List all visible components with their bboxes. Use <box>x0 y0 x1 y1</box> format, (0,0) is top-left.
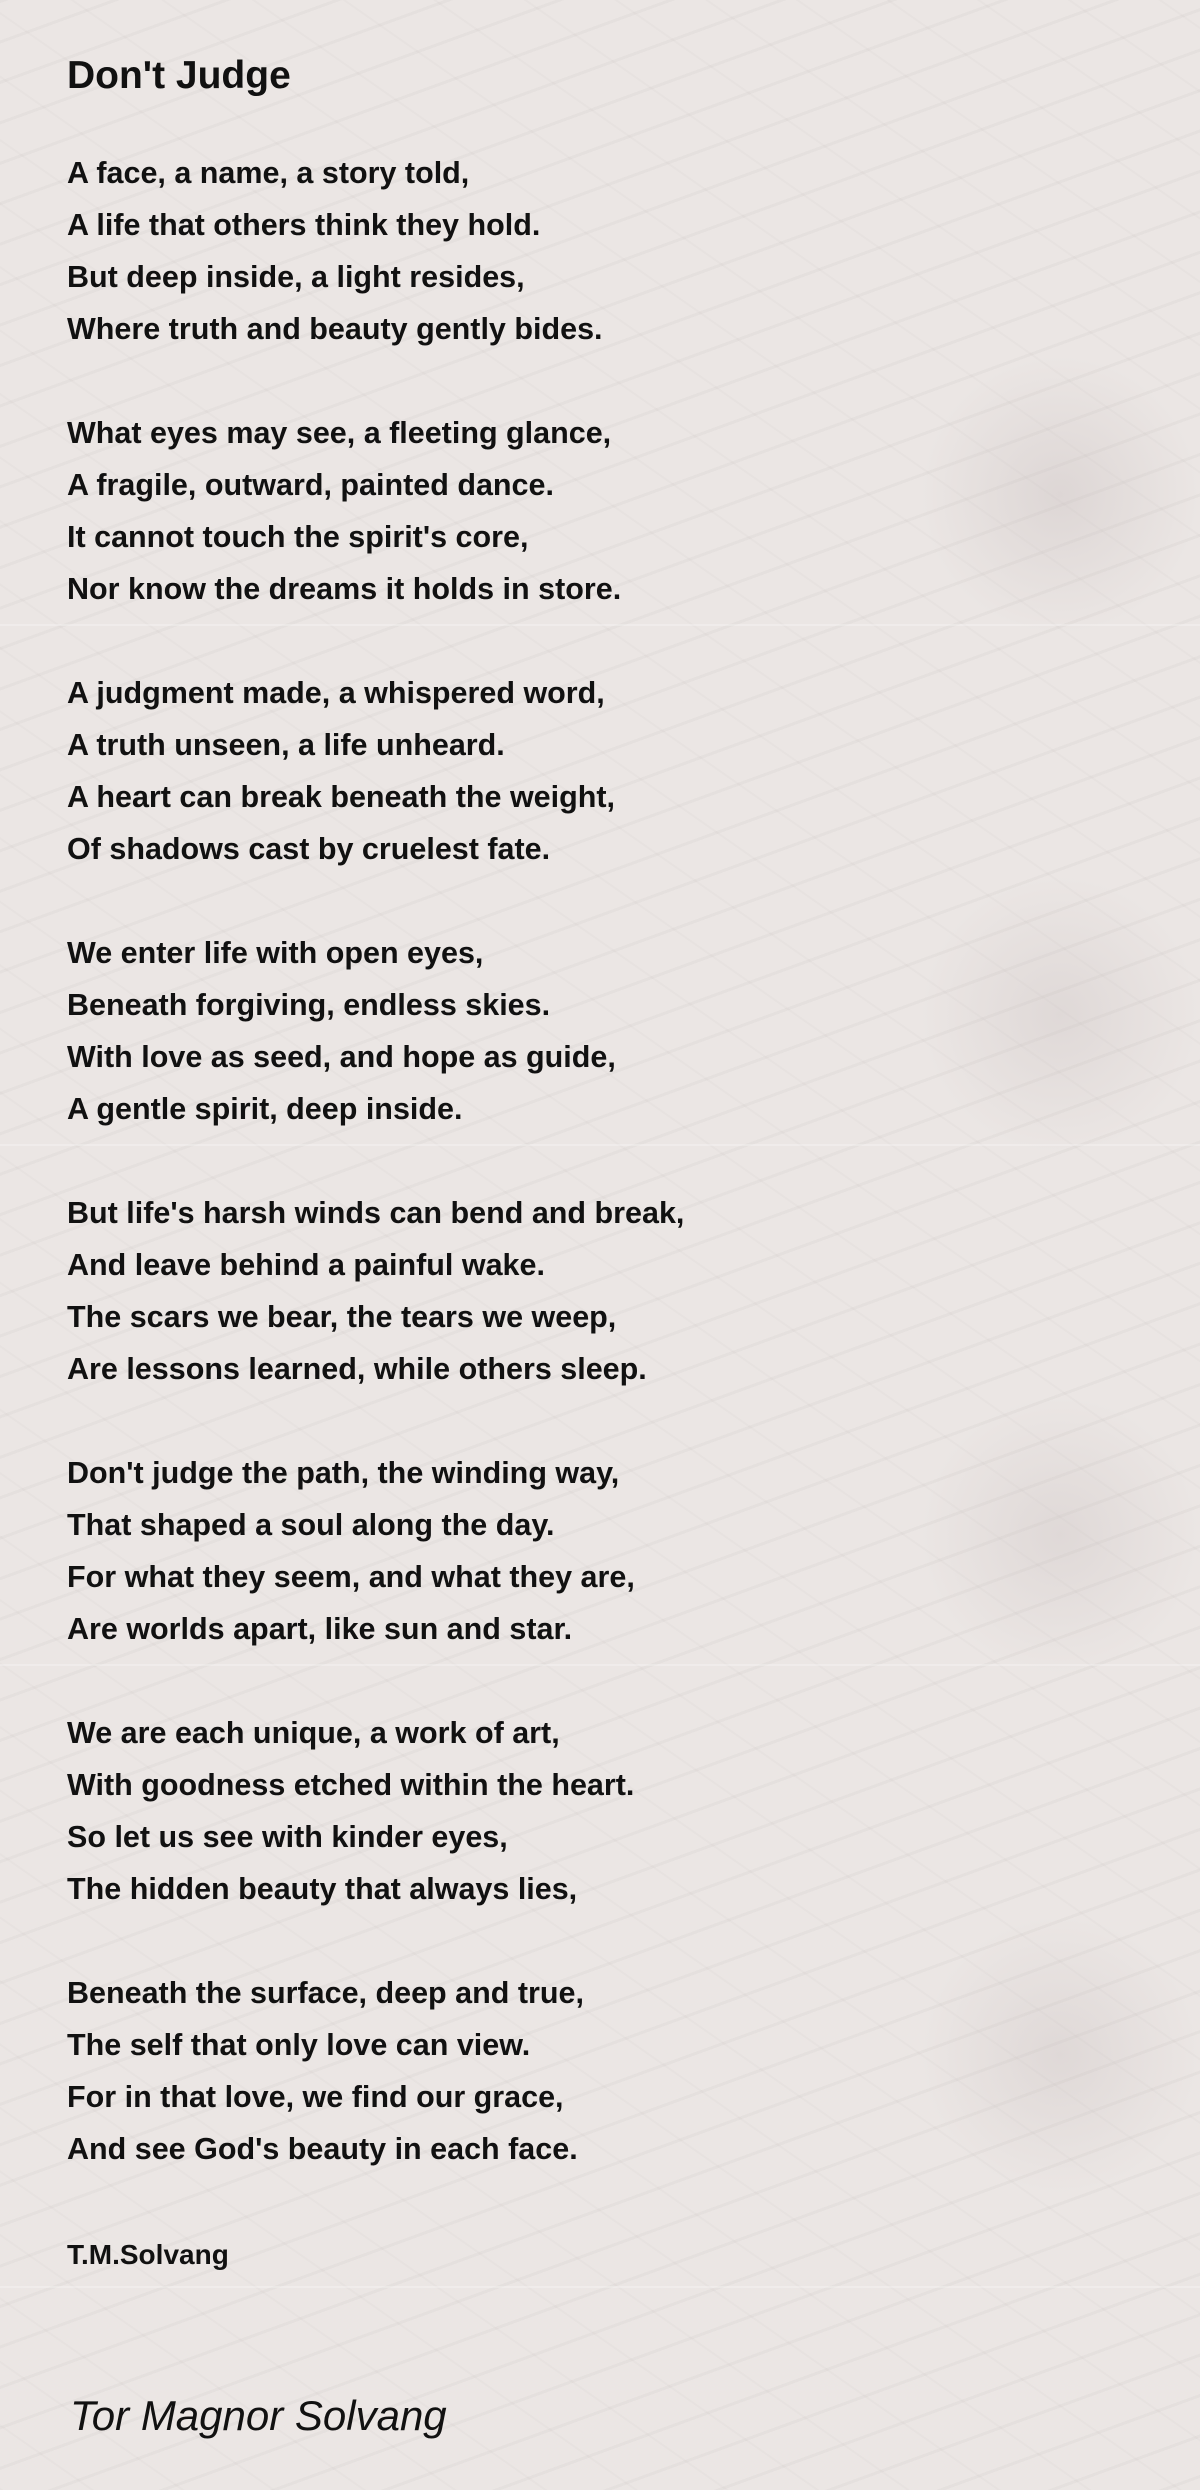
background-seam <box>0 2286 1200 2288</box>
poem-line: A life that others think they hold. <box>67 208 541 242</box>
poem-line: We enter life with open eyes, <box>67 936 484 970</box>
poem-line: Nor know the dreams it holds in store. <box>67 572 622 606</box>
background-seam <box>0 1144 1200 1146</box>
poem-line: The scars we bear, the tears we weep, <box>67 1300 617 1334</box>
poem-line: That shaped a soul along the day. <box>67 1508 555 1542</box>
stanza <box>67 1967 584 2175</box>
background-seam <box>0 624 1200 626</box>
stanza <box>67 927 616 1135</box>
poem-line: What eyes may see, a fleeting glance, <box>67 416 612 450</box>
poem-line: Beneath the surface, deep and true, <box>67 1976 584 2010</box>
background-seam <box>0 1664 1200 1666</box>
author-name: Tor Magnor Solvang <box>70 2392 447 2439</box>
poem-line: So let us see with kinder eyes, <box>67 1820 508 1854</box>
poem-line: A truth unseen, a life unheard. <box>67 728 505 762</box>
poem-line: And leave behind a painful wake. <box>67 1248 545 1282</box>
poem-line: With goodness etched within the heart. <box>67 1768 635 1802</box>
poem-line: The hidden beauty that always lies, <box>67 1872 578 1906</box>
poem-line: For in that love, we find our grace, <box>67 2080 564 2114</box>
poem-line: A gentle spirit, deep inside. <box>67 1092 463 1126</box>
stanza <box>67 667 615 875</box>
stanza <box>67 1707 634 1915</box>
poem-line: A face, a name, a story told, <box>67 156 470 190</box>
stanza <box>67 1187 684 1395</box>
poem-line: Are lessons learned, while others sleep. <box>67 1352 647 1386</box>
poem-title: Don't Judge <box>67 54 291 97</box>
poem-line: Beneath forgiving, endless skies. <box>67 988 551 1022</box>
poem-line: Where truth and beauty gently bides. <box>67 312 603 346</box>
poem-line: Don't judge the path, the winding way, <box>67 1456 620 1490</box>
poem-signature: T.M.Solvang <box>67 2239 229 2270</box>
stanza <box>67 407 621 615</box>
poem-line: The self that only love can view. <box>67 2028 531 2062</box>
poem-line: A fragile, outward, painted dance. <box>67 468 554 502</box>
poem-line: It cannot touch the spirit's core, <box>67 520 529 554</box>
poem-line: For what they seem, and what they are, <box>67 1560 635 1594</box>
poem-line: Are worlds apart, like sun and star. <box>67 1612 573 1646</box>
poem-line: But life's harsh winds can bend and break, <box>67 1196 685 1230</box>
poem-line: But deep inside, a light resides, <box>67 260 525 294</box>
poem-line: We are each unique, a work of art, <box>67 1716 560 1750</box>
stanza <box>67 147 603 355</box>
poem-line: A judgment made, a whispered word, <box>67 676 605 710</box>
poem-line: With love as seed, and hope as guide, <box>67 1040 616 1074</box>
poem-line: Of shadows cast by cruelest fate. <box>67 832 551 866</box>
stanza <box>67 1447 635 1655</box>
poem-line: And see God's beauty in each face. <box>67 2132 578 2166</box>
poem-line: A heart can break beneath the weight, <box>67 780 616 814</box>
